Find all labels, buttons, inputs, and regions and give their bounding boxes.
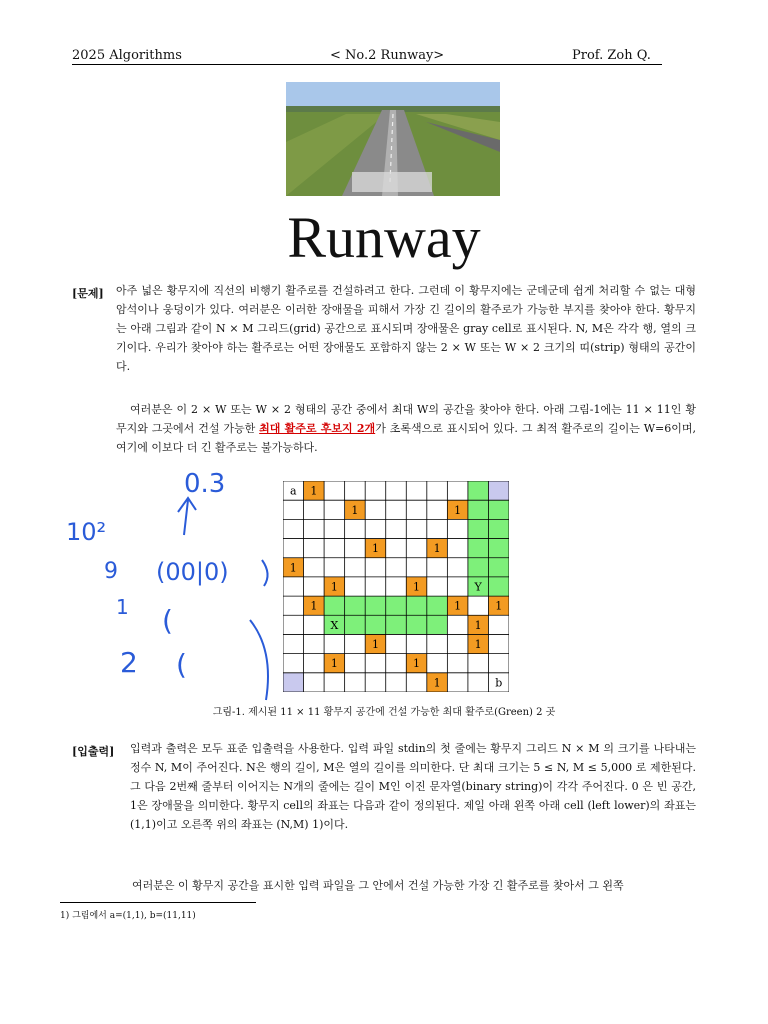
handwritten-notes xyxy=(60,460,290,710)
io-label: [입출력] xyxy=(72,745,115,758)
green-runway-cell xyxy=(488,519,509,538)
obstacle-label: 1 xyxy=(371,542,379,556)
green-runway-cell xyxy=(488,577,509,596)
highlight-text: 최대 활주로 후보지 2개 xyxy=(259,422,376,435)
io-paragraph-2: 여러분은 이 황무지 공간을 표시한 입력 파일을 그 안에서 건설 가능한 가장 긴 활주로를 찾아서 그 왼쪽 xyxy=(132,879,624,892)
header-course: 2025 Algorithms xyxy=(72,48,182,63)
green-runway-cell xyxy=(406,596,427,615)
green-runway-cell xyxy=(345,596,366,615)
green-runway-cell xyxy=(468,481,489,500)
obstacle-label: 1 xyxy=(310,484,318,498)
header-professor: Prof. Zoh Q. xyxy=(572,48,651,63)
green-runway-cell xyxy=(427,596,448,615)
page-header xyxy=(72,46,662,65)
handwriting-0-3: 0.3 xyxy=(184,469,226,499)
grid-label-a: a xyxy=(289,484,297,498)
green-runway-cell xyxy=(365,615,386,634)
green-runway-cell xyxy=(488,539,509,558)
corner-cell-b xyxy=(488,481,509,500)
obstacle-label: 1 xyxy=(351,503,359,517)
obstacle-label: 1 xyxy=(371,638,379,652)
corner-cell-a xyxy=(283,673,304,692)
obstacle-label: 1 xyxy=(330,657,338,671)
green-runway-cell xyxy=(488,500,509,519)
obstacle-label: 1 xyxy=(454,503,462,517)
problem-paragraph-2-tail: 가 초록색으로 표시되어 있다. 그 최적 활주로의 길이는 W=6이며, 여기에 이보다 더 긴 활주로는 불가능하다. xyxy=(116,422,697,454)
obstacle-label: 1 xyxy=(289,561,297,575)
obstacle-label: 1 xyxy=(433,676,441,690)
green-runway-cell xyxy=(468,539,489,558)
handwriting-2: 2 xyxy=(120,646,138,679)
green-runway-cell xyxy=(406,615,427,634)
obstacle-label: 1 xyxy=(474,638,482,652)
obstacle-label: 1 xyxy=(310,599,318,613)
runway-grid xyxy=(283,481,509,692)
handwriting-tuple: (00|0) xyxy=(156,558,229,586)
grid-label-Y: Y xyxy=(474,580,482,594)
obstacle-label: 1 xyxy=(433,542,441,556)
obstacle-label: 1 xyxy=(413,657,421,671)
green-runway-cell xyxy=(427,615,448,634)
handwriting-10-squared: 10² xyxy=(66,518,107,546)
footnote: 1) 그림에서 a=(1,1), b=(11,11) xyxy=(60,911,196,921)
green-runway-cell xyxy=(365,596,386,615)
obstacle-label: 1 xyxy=(495,599,503,613)
handwriting-9: 9 xyxy=(104,559,118,584)
green-runway-cell xyxy=(488,558,509,577)
green-runway-cell xyxy=(468,558,489,577)
grid-label-X: X xyxy=(330,618,339,632)
problem-paragraph-2 xyxy=(116,400,696,457)
header-problem-number: < No.2 Runway> xyxy=(330,48,445,63)
problem-paragraph-2-text: 여러분은 이 2 × W 또는 W × 2 형태의 공간 중에서 최대 W의 공간을 찾아야 한다. 아래 그림-1에는 11 × 11인 황무지와 그곳에서 건설 가능한 xyxy=(116,403,696,435)
green-runway-cell xyxy=(324,596,345,615)
problem-label: [문제] xyxy=(72,287,104,300)
footnote-divider xyxy=(60,902,256,903)
io-paragraph-1: 입력과 출력은 모두 표준 입출력을 사용한다. 입력 파일 stdin의 첫 줄에는 황무지 그리드 N × M 의 크기를 나타내는 정수 N, M이 주어진다. N은 행의 길이, M은 열의 길이를 의미한다. 단 최대 크기는 5 ≤ N, M ≤ 5,000 로 제한된다. 그 다음 2번째 줄부터 이어지는 N개의 줄에는 길이 M인 이진 문자열(binary string)이 각각 주어진다. 0 은 빈 공간, 1은 장애물을 의미한다. 황무지 cell의 좌표는 다음과 같이 정의된다. 제일 아래 왼쪽 아래 cell (left lower)의 좌표는 (1,1)이고 오른쪽 위의 좌표는 (N,M) 1)이다. xyxy=(130,742,696,831)
figure-caption: 그림-1. 제시된 11 × 11 황무지 공간에 건설 가능한 최대 활주로(Green) 2 곳 xyxy=(212,707,556,718)
green-runway-cell xyxy=(468,519,489,538)
obstacle-label: 1 xyxy=(413,580,421,594)
handwriting-paren-1: ( xyxy=(162,604,173,637)
green-runway-cell xyxy=(386,596,407,615)
obstacle-label: 1 xyxy=(474,618,482,632)
green-runway-cell xyxy=(386,615,407,634)
grid-label-b: b xyxy=(495,676,503,690)
green-runway-cell xyxy=(345,615,366,634)
handwriting-paren-2: ( xyxy=(176,648,187,681)
problem-paragraph-1: 아주 넓은 황무지에 직선의 비행기 활주로를 건설하려고 한다. 그런데 이 황무지에는 군데군데 쉽게 처리할 수 없는 대형 암석이나 웅덩이가 있다. 여러분은 이러한 장애물을 피해서 가장 긴 길이의 활주로가 가능한 부지를 찾아야 한다. 황무지는 아래 그림과 같이 N × M 그리드(grid) 공간으로 표시되며 장애물은 gray cell로 표시된다. N, M은 각각 행, 열의 크기이다. 우리가 찾아야 하는 활주로는 어떤 장애물도 포함하지 않는 2 × W 또는 W × 2 크기의 띠(strip) 형태의 공간이다. xyxy=(116,284,696,373)
obstacle-label: 1 xyxy=(330,580,338,594)
runway-photo xyxy=(286,82,500,196)
obstacle-label: 1 xyxy=(454,599,462,613)
green-runway-cell xyxy=(468,500,489,519)
page-title: Runway xyxy=(287,205,481,270)
handwriting-1: 1 xyxy=(116,595,129,619)
